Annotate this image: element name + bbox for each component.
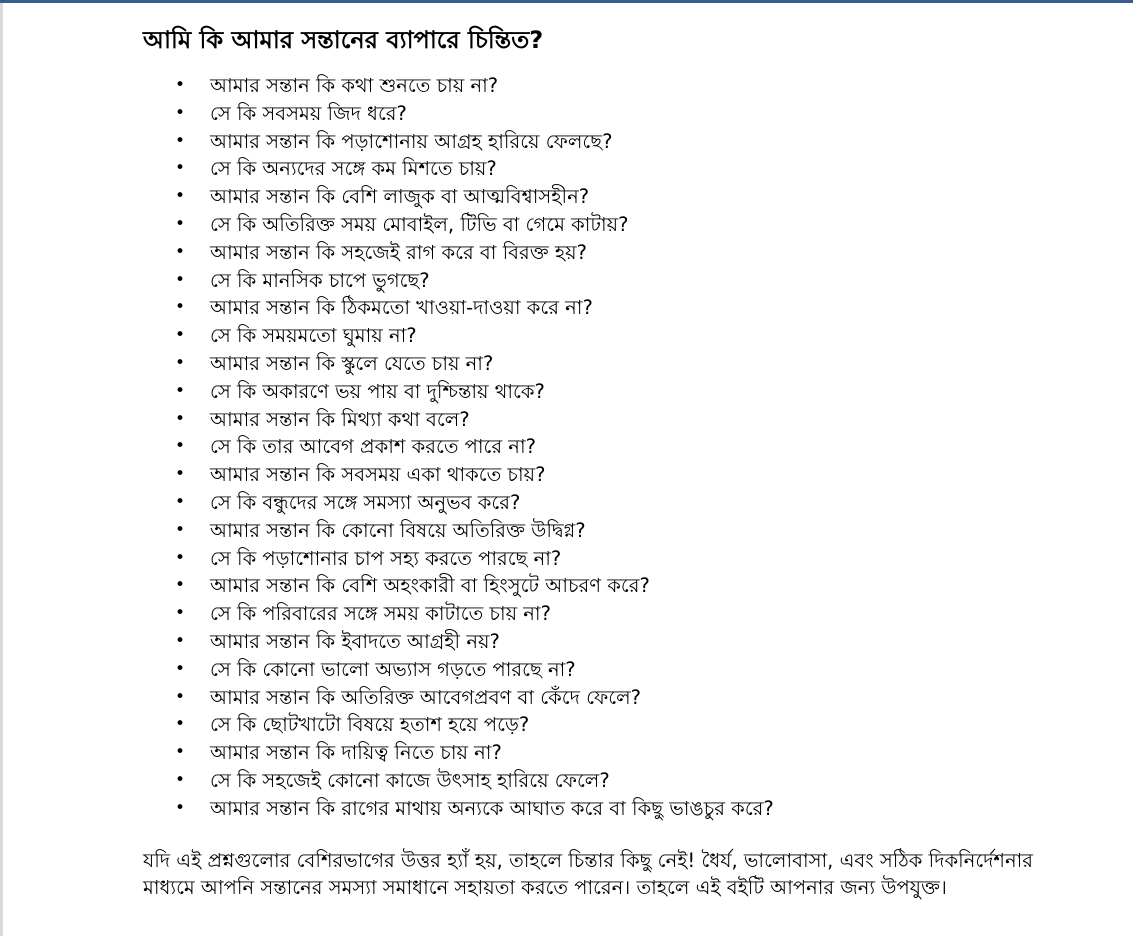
question-text: আমার সন্তান কি ইবাদতে আগ্রহী নয়? <box>210 629 500 653</box>
list-item <box>143 600 1033 628</box>
bullet-icon: • <box>175 714 186 735</box>
question-text: আমার সন্তান কি সবসময় একা থাকতে চায়? <box>210 463 546 487</box>
list-item <box>143 545 1033 573</box>
list-item <box>143 739 1033 767</box>
list-item <box>143 572 1033 600</box>
bullet-icon: • <box>175 241 186 262</box>
question-text: সে কি অতিরিক্ত সময় মোবাইল, টিভি বা গেমে কাটায়? <box>210 212 629 236</box>
question-text: সে কি মানসিক চাপে ভুগছে? <box>210 268 430 292</box>
bullet-icon: • <box>175 186 186 207</box>
conclusion-paragraph: যদি এই প্রশ্নগুলোর বেশিরভাগের উত্তর হ্যাঁ হয়, তাহলে চিন্তার কিছু নেই! ধৈর্য, ভালোবাসা, এবং সঠিক দিকনির্দেশনার মাধ্যমে আপনি সন্তানের সমস্যা সমাধানে সহায়তা করতে পারেন। তাহলে এই বইটি আপনার জন্য উপযুক্ত। <box>143 848 1033 900</box>
list-item <box>143 461 1033 489</box>
list-item <box>143 711 1033 739</box>
question-text: আমার সন্তান কি রাগের মাথায় অন্যকে আঘাত করে বা কিছু ভাঙচুর করে? <box>210 796 774 820</box>
list-item <box>143 684 1033 712</box>
list-item <box>143 267 1033 295</box>
bullet-icon: • <box>175 102 186 123</box>
list-item <box>143 656 1033 684</box>
list-item <box>143 406 1033 434</box>
question-text: আমার সন্তান কি দায়িত্ব নিতে চায় না? <box>210 741 502 765</box>
bullet-icon: • <box>175 742 186 763</box>
question-text: সে কি কোনো ভালো অভ্যাস গড়তে পারছে না? <box>210 657 576 681</box>
page-left-margin <box>0 3 3 936</box>
bullet-icon: • <box>175 213 186 234</box>
list-item <box>143 239 1033 267</box>
list-item <box>143 211 1033 239</box>
list-item <box>143 628 1033 656</box>
bullet-icon: • <box>175 75 186 95</box>
question-text: সে কি সময়মতো ঘুমায় না? <box>210 324 417 348</box>
list-item <box>143 155 1033 183</box>
question-list <box>143 72 1033 823</box>
question-text: সে কি পড়াশোনার চাপ সহ্য করতে পারছে না? <box>210 546 562 570</box>
list-item <box>143 100 1033 128</box>
list-item <box>143 795 1033 823</box>
list-item <box>143 72 1033 100</box>
bullet-icon: • <box>175 603 186 624</box>
question-text: সে কি তার আবেগ প্রকাশ করতে পারে না? <box>210 435 536 459</box>
question-text: সে কি অকারণে ভয় পায় বা দুশ্চিন্তায় থাকে? <box>210 379 545 403</box>
bullet-icon: • <box>175 297 186 318</box>
bullet-icon: • <box>175 464 186 485</box>
document-page <box>143 20 1033 921</box>
question-text: আমার সন্তান কি কথা শুনতে চায় না? <box>210 74 499 97</box>
question-text: আমার সন্তান কি স্কুলে যেতে চায় না? <box>210 351 494 375</box>
bullet-icon: • <box>175 519 186 540</box>
bullet-icon: • <box>175 658 186 679</box>
bullet-icon: • <box>175 269 186 290</box>
question-text: সে কি পরিবারের সঙ্গে সময় কাটাতে চায় না? <box>210 602 551 626</box>
bullet-icon: • <box>175 130 186 151</box>
question-text: সে কি ছোটখাটো বিষয়ে হতাশ হয়ে পড়ে? <box>210 713 530 737</box>
list-item <box>143 294 1033 322</box>
list-item <box>143 767 1033 795</box>
question-text: আমার সন্তান কি কোনো বিষয়ে অতিরিক্ত উদ্বিগ্ন? <box>210 518 586 542</box>
list-item <box>143 378 1033 406</box>
question-text: আমার সন্তান কি অতিরিক্ত আবেগপ্রবণ বা কেঁদে ফেলে? <box>210 685 641 709</box>
window-top-border <box>0 0 1133 3</box>
list-item <box>143 489 1033 517</box>
bullet-icon: • <box>175 491 186 512</box>
bullet-icon: • <box>175 325 186 346</box>
list-item <box>143 433 1033 461</box>
question-text: আমার সন্তান কি পড়াশোনায় আগ্রহ হারিয়ে ফেলছে? <box>210 129 613 153</box>
bullet-icon: • <box>175 575 186 596</box>
bullet-icon: • <box>175 408 186 429</box>
question-text: সে কি বন্ধুদের সঙ্গে সমস্যা অনুভব করে? <box>210 490 521 514</box>
list-item <box>143 517 1033 545</box>
bullet-icon: • <box>175 436 186 457</box>
question-text: সে কি সবসময় জিদ ধরে? <box>210 101 407 125</box>
question-text: আমার সন্তান কি বেশি অহংকারী বা হিংসুটে আচরণ করে? <box>210 574 650 598</box>
question-text: আমার সন্তান কি ঠিকমতো খাওয়া-দাওয়া করে না? <box>210 296 593 320</box>
question-text: আমার সন্তান কি মিথ্যা কথা বলে? <box>210 407 470 431</box>
list-item <box>143 322 1033 350</box>
bullet-icon: • <box>175 380 186 401</box>
bullet-icon: • <box>175 686 186 707</box>
bullet-icon: • <box>175 769 186 790</box>
bullet-icon: • <box>175 352 186 373</box>
question-text: আমার সন্তান কি বেশি লাজুক বা আত্মবিশ্বাসহীন? <box>210 185 590 209</box>
list-item <box>143 350 1033 378</box>
bullet-icon: • <box>175 630 186 651</box>
bullet-icon: • <box>175 797 186 818</box>
document-heading: আমি কি আমার সন্তানের ব্যাপারে চিন্তিত? <box>143 26 544 54</box>
question-text: সে কি অন্যদের সঙ্গে কম মিশতে চায়? <box>210 157 497 181</box>
bullet-icon: • <box>175 547 186 568</box>
bullet-icon: • <box>175 158 186 179</box>
question-text: সে কি সহজেই কোনো কাজে উৎসাহ হারিয়ে ফেলে? <box>210 768 610 792</box>
list-item <box>143 128 1033 156</box>
list-item <box>143 183 1033 211</box>
question-text: আমার সন্তান কি সহজেই রাগ করে বা বিরক্ত হয়? <box>210 240 587 264</box>
